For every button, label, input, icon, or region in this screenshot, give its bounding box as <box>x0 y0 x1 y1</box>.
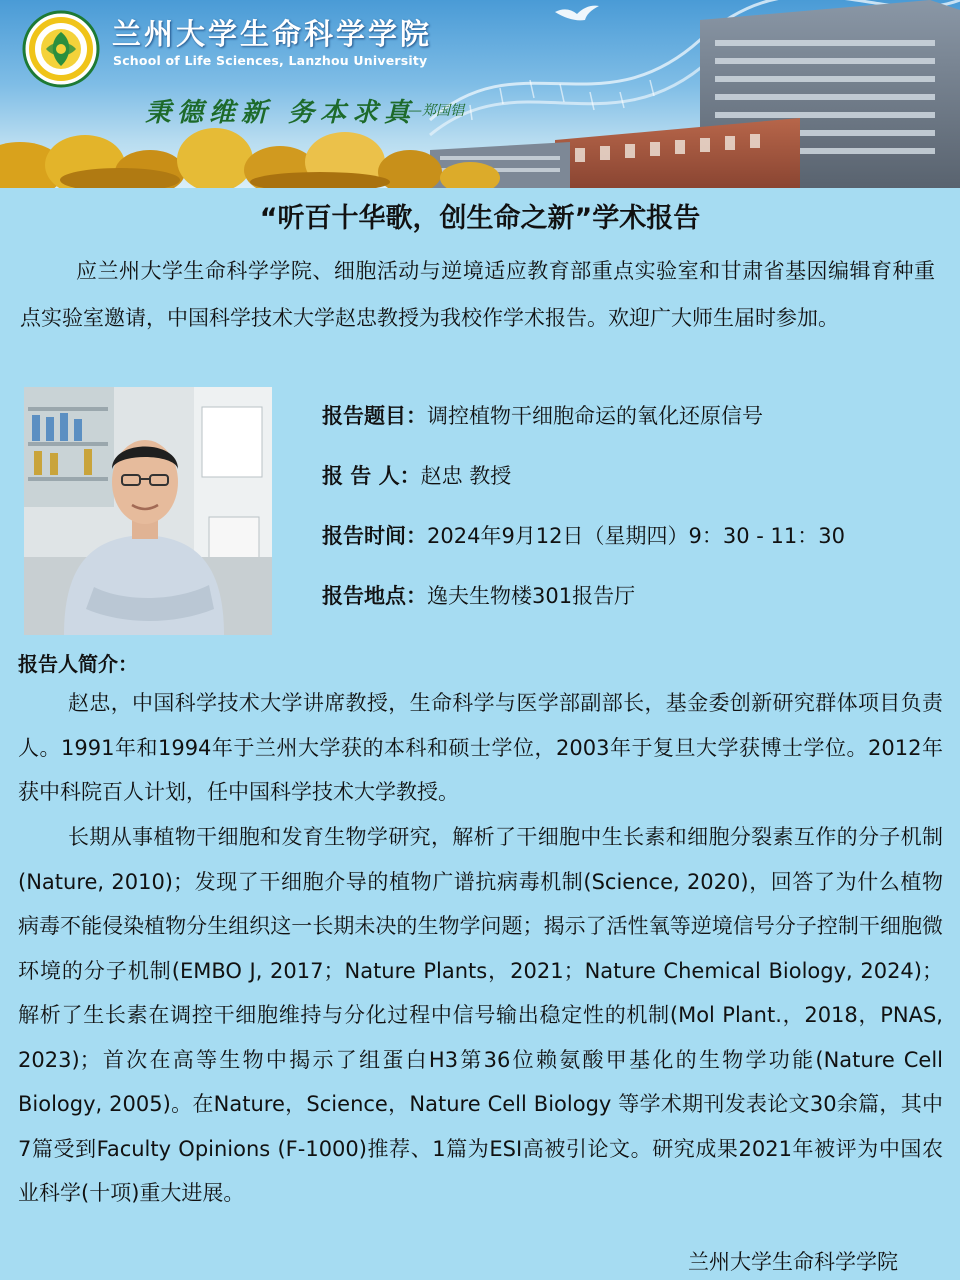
speaker-photo <box>24 387 272 635</box>
bio-heading: 报告人简介： <box>18 652 138 676</box>
bio-paragraph-1: 赵忠，中国科学技术大学讲席教授，生命科学与医学部副部长，基金委创新研究群体项目负责人。1991年和1994年于兰州大学获的本科和硕士学位，2003年于复旦大学获博士学位。2012年获中科院百人计划，任中国科学技术大学教授。 <box>18 691 943 804</box>
speaker-value: 赵忠 教授 <box>420 464 512 488</box>
school-motto: 秉德维新 务本求真 <box>145 98 417 128</box>
motto-author: —郑国锠 <box>408 103 464 119</box>
place-value: 逸夫生物楼301报告厅 <box>427 584 636 608</box>
time-label: 报告时间： <box>322 524 427 548</box>
place-row <box>322 574 942 634</box>
topic-row <box>322 394 942 454</box>
topic-value: 调控植物干细胞命运的氧化还原信号 <box>427 404 763 428</box>
topic-label: 报告题目： <box>322 404 427 428</box>
place-label: 报告地点： <box>322 584 427 608</box>
time-row <box>322 514 942 574</box>
school-logo <box>22 10 100 88</box>
organizer-signature: 兰州大学生命科学学院 <box>688 1250 898 1274</box>
speaker-label: 报 告 人： <box>322 464 421 488</box>
school-name-en: School of Life Sciences, Lanzhou University <box>113 53 428 68</box>
speaker-row <box>322 454 942 514</box>
header-banner <box>0 0 960 188</box>
school-name-cn: 兰州大学生命科学学院 <box>112 17 433 51</box>
bio-paragraph-2: 长期从事植物干细胞和发育生物学研究，解析了干细胞中生长素和细胞分裂素互作的分子机制(Nature, 2010)；发现了干细胞介导的植物广谱抗病毒机制(Science, 2020)，回答了为什么植物病毒不能侵染植物分生组织这一长期未决的生物学问题；揭示了活性氧等逆境信号分子控制干细胞微环境的分子机制(EMBO J, 2017；Nature Plants，2021；Nature Chemical Biology, 2024)；解析了生长素在调控干细胞维持与分化过程中信号输出稳定性的机制(Mol Plant.，2018，PNAS, 2023)；首次在高等生物中揭示了组蛋白H3第36位赖氨酸甲基化的生物学功能(Nature Cell Biology, 2005)。在Nature，Science，Nature Cell Biology 等学术期刊发表论文30余篇，其中7篇受到Faculty Opinions (F-1000)推荐、1篇为ESI高被引论文。研究成果2021年被评为中国农业科学(十项)重大进展。 <box>18 825 943 1205</box>
event-title: “听百十华歌，创生命之新”学术报告 <box>259 203 701 234</box>
time-value: 2024年9月12日（星期四）9：30 - 11：30 <box>427 524 845 548</box>
event-intro: 应兰州大学生命科学学院、细胞活动与逆境适应教育部重点实验室和甘肃省基因编辑育种重点实验室邀请，中国科学技术大学赵忠教授为我校作学术报告。欢迎广大师生届时参加。 <box>20 259 935 330</box>
event-info <box>322 394 942 634</box>
